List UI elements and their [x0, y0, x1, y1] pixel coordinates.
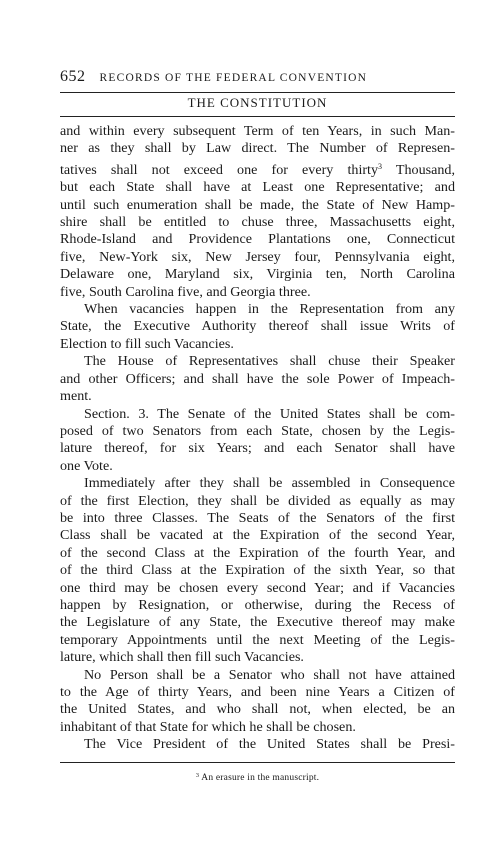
text-line: [60, 562, 455, 579]
text-line-content: Section. 3. The Senate of the United States shall be com-: [84, 405, 455, 422]
text-line-content: The Vice President of the United States shall be Presi-: [84, 736, 455, 753]
text-line: [60, 301, 455, 318]
running-title: RECORDS OF THE FEDERAL CONVENTION: [99, 72, 368, 84]
text-line-content: and within every subsequent Term of ten Years, in such Man-: [60, 123, 455, 139]
page: [60, 68, 455, 783]
text-line-content: and other Officers; and shall have the sole Power of Impeach-: [60, 370, 455, 387]
text-line: [60, 140, 455, 157]
text-line-content: one Vote.: [60, 457, 113, 474]
footnote-text: An erasure in the manuscript.: [201, 772, 320, 783]
text-line: [60, 158, 455, 179]
text-line-content: lature, which shall then fill such Vacancies.: [60, 649, 304, 666]
text-line: [60, 475, 455, 492]
text-line: [60, 684, 455, 701]
text-line-content: the United States, and who shall not, when elected, be an: [60, 701, 455, 718]
text-line: [60, 318, 455, 335]
text-line: [60, 545, 455, 562]
text-line-content: tatives shall not exceed one for every thirty: [60, 161, 379, 178]
text-line: [60, 597, 455, 614]
text-line: [60, 736, 455, 753]
page-number: 652: [60, 68, 86, 85]
text-line-content: to the Age of thirty Years, and been nine Years a Citizen of: [60, 684, 455, 700]
text-line: [60, 580, 455, 597]
text-line: [60, 123, 455, 140]
footnote: [60, 772, 455, 783]
text-line-content: lature thereof, for six Years; and each Senator shall have: [60, 440, 455, 457]
text-line-content: Class shall be vacated at the Expiration of the second Year,: [60, 527, 455, 544]
text-line: [60, 510, 455, 527]
text-line-content: Delaware one, Maryland six, Virginia ten, North Carolina: [60, 266, 455, 283]
text-line-content: until such enumeration shall be made, the State of New Hamp-: [60, 196, 455, 213]
text-line-content: of the first Election, they shall be divided as equally as may: [60, 492, 455, 509]
text-line-content: the Legislature of any State, the Executive thereof may make: [60, 614, 455, 631]
footnote-marker: 3: [195, 771, 200, 779]
text-line-content: be into three Classes. The Seats of the Senators of the first: [60, 509, 455, 526]
text-line-content: Immediately after they shall be assembled in Consequence: [84, 475, 455, 492]
text-line-content: inhabitant of that State for which he shall be chosen.: [60, 718, 356, 735]
text-line-content: Election to fill such Vacancies.: [60, 335, 234, 352]
text-line: [60, 336, 455, 353]
section-rule: [60, 116, 455, 117]
text-line-content: ment.: [60, 388, 92, 405]
text-line-content: five, South Carolina five, and Georgia three.: [60, 283, 311, 300]
text-line: [60, 701, 455, 718]
text-line: [60, 371, 455, 388]
text-line: [60, 284, 455, 301]
body-text: [60, 123, 455, 754]
text-line: [60, 667, 455, 684]
text-line-continuation: Thousand,: [382, 161, 455, 178]
text-line: [60, 614, 455, 631]
text-line-content: but each State shall have at Least one Representative; and: [60, 179, 455, 196]
text-line: [60, 440, 455, 457]
text-line-content: temporary Appointments until the next Meeting of the Legis-: [60, 631, 455, 648]
text-line-content: Rhode-Island and Providence Plantations one, Connecticut: [60, 231, 455, 248]
text-line: [60, 406, 455, 423]
text-line: [60, 353, 455, 370]
text-line-content: of the third Class at the Expiration of the sixth Year, so that: [60, 562, 455, 579]
section-title: THE CONSTITUTION: [187, 95, 328, 110]
text-line: [60, 214, 455, 231]
text-line-content: No Person shall be a Senator who shall not have attained: [84, 666, 455, 683]
text-line-content: happen by Resignation, or otherwise, during the Recess of: [60, 596, 455, 613]
text-line-content: ner as they shall by Law direct. The Number of Represen-: [60, 140, 455, 157]
text-line: [60, 231, 455, 248]
text-line: [60, 423, 455, 440]
text-line: [60, 266, 455, 283]
text-line: [60, 527, 455, 544]
text-line: [60, 458, 455, 475]
running-head: [60, 68, 455, 86]
header-rule: [60, 92, 455, 93]
text-line: [60, 493, 455, 510]
text-line-content: posed of two Senators from each State, chosen by the Legis-: [60, 422, 455, 439]
footnote-rule: [60, 762, 455, 763]
text-line-content: shire shall be entitled to chuse three, Massachusetts eight,: [60, 214, 455, 231]
text-line-content: The House of Representatives shall chuse their Speaker: [84, 353, 455, 370]
footnote-reference: 3: [378, 161, 383, 171]
text-line-content: of the second Class at the Expiration of the fourth Year, and: [60, 544, 455, 561]
text-line-content: State, the Executive Authority thereof shall issue Writs of: [60, 318, 455, 335]
text-line: [60, 388, 455, 405]
text-line: [60, 719, 455, 736]
text-line: [60, 649, 455, 666]
text-line: [60, 249, 455, 266]
text-line: [60, 632, 455, 649]
text-line-content: one third may be chosen every second Year; and if Vacancies: [60, 579, 455, 596]
text-line: [60, 179, 455, 196]
text-line-content: When vacancies happen in the Representation from any: [84, 301, 455, 318]
text-line-content: five, New-York six, New Jersey four, Pennsylvania eight,: [60, 248, 455, 265]
text-line: [60, 197, 455, 214]
